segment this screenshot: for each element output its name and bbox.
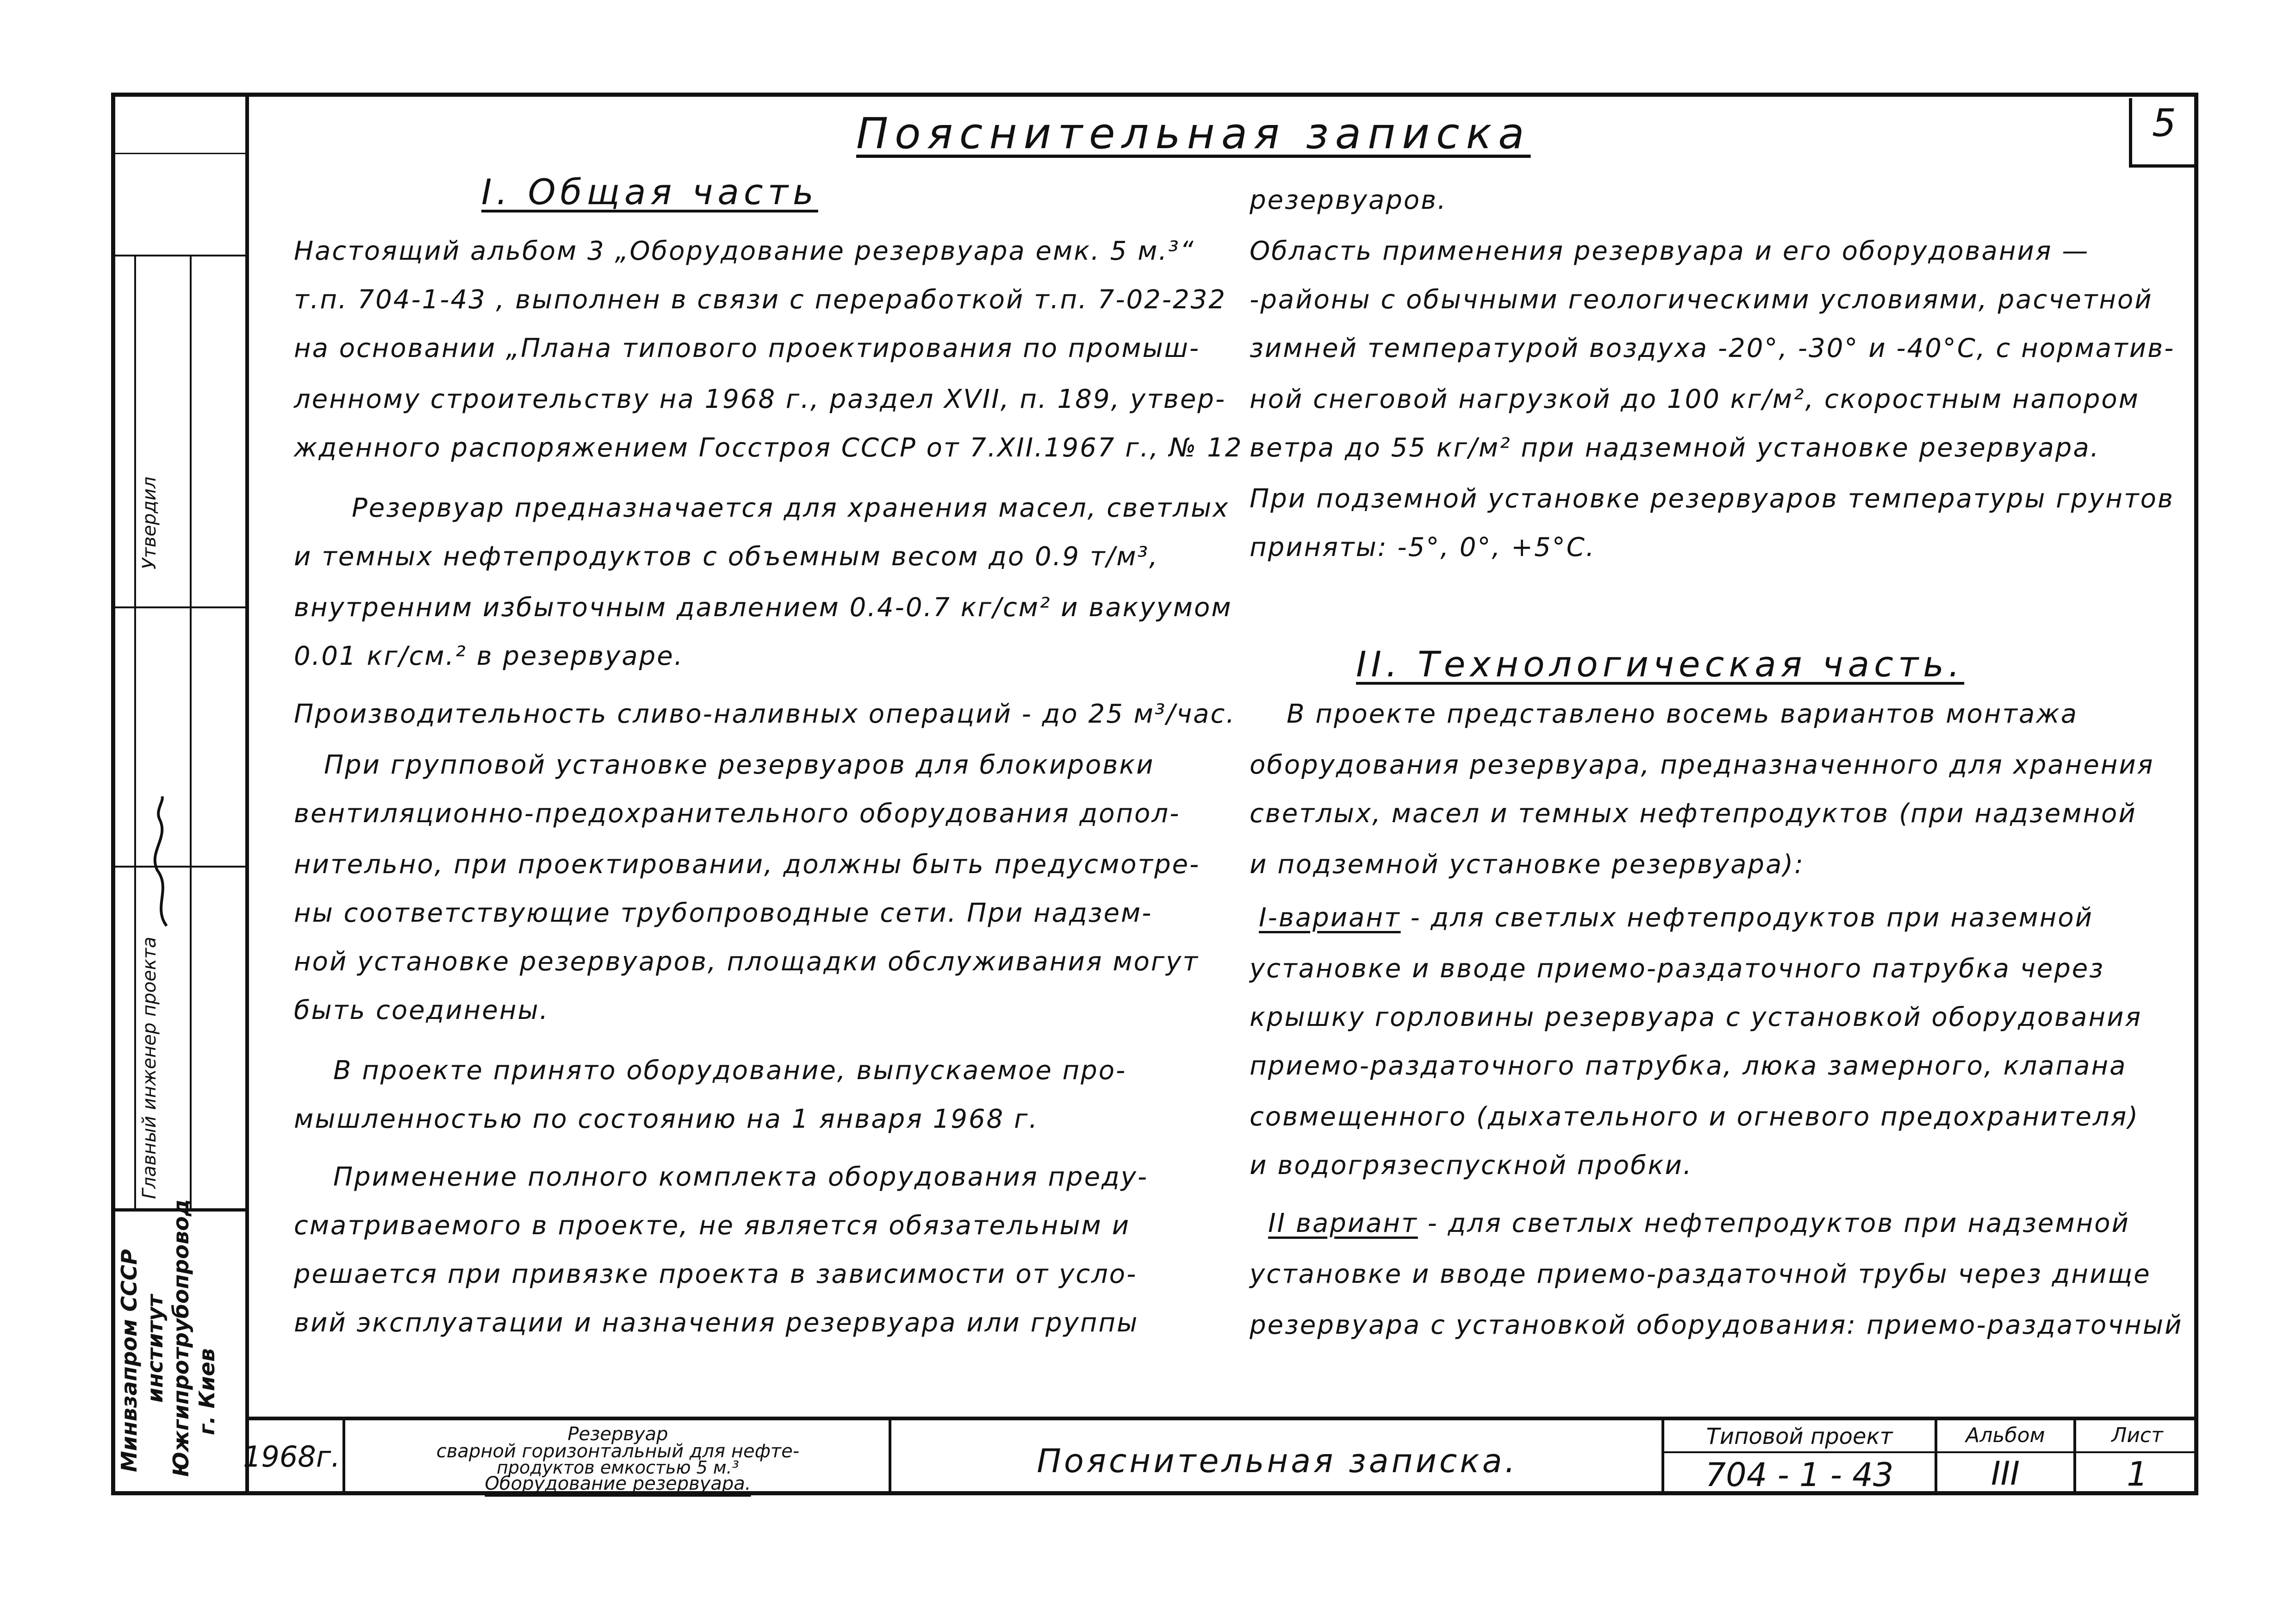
- org-institute-label: институт: [143, 1294, 168, 1403]
- title-block-sheet-label: Лист: [2111, 1424, 2163, 1447]
- text-line: и подземной установке резервуара):: [1250, 849, 1804, 880]
- stamp-role-approved: Утвердил: [139, 476, 160, 569]
- text-line: При подземной установке резервуаров температуры грунтов: [1250, 484, 2174, 514]
- title-block-line: [889, 1417, 891, 1495]
- org-ministry: Минвзапром СССР: [117, 1249, 142, 1472]
- variant-2-label: II вариант: [1268, 1208, 1418, 1238]
- page-title: Пояснительная записка: [856, 109, 1531, 158]
- text-line: установке и вводе приемо-раздаточной трубы через днище: [1250, 1259, 2151, 1289]
- stamp-column-line: [190, 255, 192, 1208]
- text-line: внутренним избыточным давлением 0.4-0.7 кг/см² и вакуумом: [294, 593, 1232, 623]
- title-block-project-number: 704 - 1 - 43: [1705, 1456, 1894, 1494]
- corner-line: [111, 153, 245, 154]
- title-block-doc-name: Пояснительная записка.: [1037, 1442, 1518, 1480]
- title-block-desc-3: продуктов емкостью 5 м.³: [497, 1457, 739, 1478]
- text-line: резервуара с установкой оборудования: приемо-раздаточный: [1250, 1310, 2183, 1340]
- text-line: зимней температурой воздуха -20°, -30° и -40°С, с норматив-: [1250, 333, 2175, 363]
- title-block-top-line: [245, 1417, 2198, 1420]
- text-line: установке и вводе приемо-раздаточного патрубка через: [1250, 954, 2105, 984]
- text-line: Резервуар предназначается для хранения масел, светлых: [352, 493, 1230, 523]
- org-institute-name: Южгипротрубопровод: [168, 1199, 193, 1477]
- text-line: приемо-раздаточного патрубка, люка замерного, клапана: [1250, 1051, 2127, 1081]
- text-line: вентиляционно-предохранительного оборудования допол-: [294, 799, 1181, 829]
- title-block-sheet-value: 1: [2127, 1455, 2148, 1493]
- title-block-album-value: III: [1991, 1455, 2020, 1493]
- left-margin-line: [245, 93, 249, 1495]
- text-line: ленному строительству на 1968 г., раздел XVII, п. 189, утвер-: [294, 384, 1226, 414]
- text-line: -районы с обычными геологическими условиями, расчетной: [1250, 285, 2153, 315]
- stamp-row-line: [111, 255, 245, 256]
- text-line: ветра до 55 кг/м² при надземной установке резервуара.: [1250, 433, 2100, 463]
- title-block-line: [1661, 1451, 2198, 1453]
- text-line: В проекте представлено восемь вариантов монтажа: [1287, 699, 2078, 729]
- text-line: нительно, при проектировании, должны быть предусмотре-: [294, 849, 1201, 880]
- text-line: оборудования резервуара, предназначенного для хранения: [1250, 750, 2154, 780]
- title-block-year: 1968г.: [243, 1440, 341, 1474]
- section-heading-general: I. Общая часть: [481, 171, 818, 212]
- org-city: г. Киев: [194, 1348, 219, 1435]
- title-block-desc-2: сварной горизонтальный для нефте-: [436, 1441, 800, 1462]
- title-block-line: [342, 1417, 345, 1495]
- variant-2-text: - для светлых нефтепродуктов при надземной: [1418, 1208, 2130, 1238]
- text-line: совмещенного (дыхательного и огневого предохранителя): [1250, 1102, 2140, 1132]
- text-line: т.п. 704-1-43 , выполнен в связи с переработкой т.п. 7-02-232: [294, 285, 1226, 315]
- title-block-project-label: Типовой проект: [1706, 1424, 1893, 1449]
- section-heading-technological: II. Технологическая часть.: [1356, 643, 1965, 685]
- text-line: Применение полного комплекта оборудования преду-: [333, 1162, 1149, 1192]
- text-line: Производительность сливо-наливных операций - до 25 м³/час.: [294, 699, 1236, 729]
- text-line: крышку горловины резервуара с установкой оборудования: [1250, 1002, 2142, 1032]
- stamp-column-line: [134, 255, 136, 1208]
- text-line: Область применения резервуара и его оборудования —: [1250, 236, 2090, 266]
- stamp-role-chief-engineer: Главный инженер проекта: [139, 937, 160, 1199]
- text-line-variant: [1259, 903, 2093, 933]
- title-block-desc-4: Оборудование резервуара.: [485, 1473, 751, 1494]
- variant-1-label: I-вариант: [1259, 903, 1401, 933]
- text-line: решается при привязке проекта в зависимости от усло-: [294, 1259, 1138, 1289]
- text-line: приняты: -5°, 0°, +5°С.: [1250, 532, 1596, 562]
- text-line: ной установке резервуаров, площадки обслуживания могут: [294, 947, 1199, 977]
- text-line: В проекте принято оборудование, выпускаемое про-: [333, 1056, 1127, 1086]
- text-line: При групповой установке резервуаров для блокировки: [324, 750, 1155, 780]
- text-line: и темных нефтепродуктов с объемным весом до 0.9 т/м³,: [294, 542, 1159, 572]
- text-line: сматриваемого в проекте, не является обязательным и: [294, 1211, 1130, 1241]
- text-line: жденного распоряжением Госстроя СССР от 7.XII.1967 г., № 12: [294, 433, 1243, 463]
- text-line: светлых, масел и темных нефтепродуктов (при надземной: [1250, 799, 2137, 829]
- sheet-number: 5: [2129, 98, 2196, 168]
- signature: [148, 796, 176, 931]
- title-block-desc-1: Резервуар: [567, 1424, 668, 1445]
- variant-1-text: - для светлых нефтепродуктов при наземной: [1400, 903, 2094, 933]
- text-line: мышленностью по состоянию на 1 января 1968 г.: [294, 1104, 1039, 1134]
- text-line-variant: [1268, 1208, 2130, 1238]
- text-line: 0.01 кг/см.² в резервуаре.: [294, 641, 684, 671]
- text-line: Настоящий альбом 3 „Оборудование резервуара емк. 5 м.³“: [294, 236, 1195, 266]
- text-line: ны соответствующие трубопроводные сети. При надзем-: [294, 898, 1153, 928]
- text-line: ной снеговой нагрузкой до 100 кг/м², скоростным напором: [1250, 384, 2140, 414]
- text-line: быть соединены.: [294, 995, 549, 1025]
- title-block-album-label: Альбом: [1966, 1424, 2045, 1447]
- stamp-row-line: [111, 866, 245, 868]
- text-line: на основании „Плана типового проектирования по промыш-: [294, 333, 1201, 363]
- text-line: вий эксплуатации и назначения резервуара или группы: [294, 1308, 1139, 1338]
- text-line: и водогрязеспускной пробки.: [1250, 1150, 1693, 1181]
- stamp-row-line: [111, 606, 245, 608]
- text-line: резервуаров.: [1250, 185, 1447, 215]
